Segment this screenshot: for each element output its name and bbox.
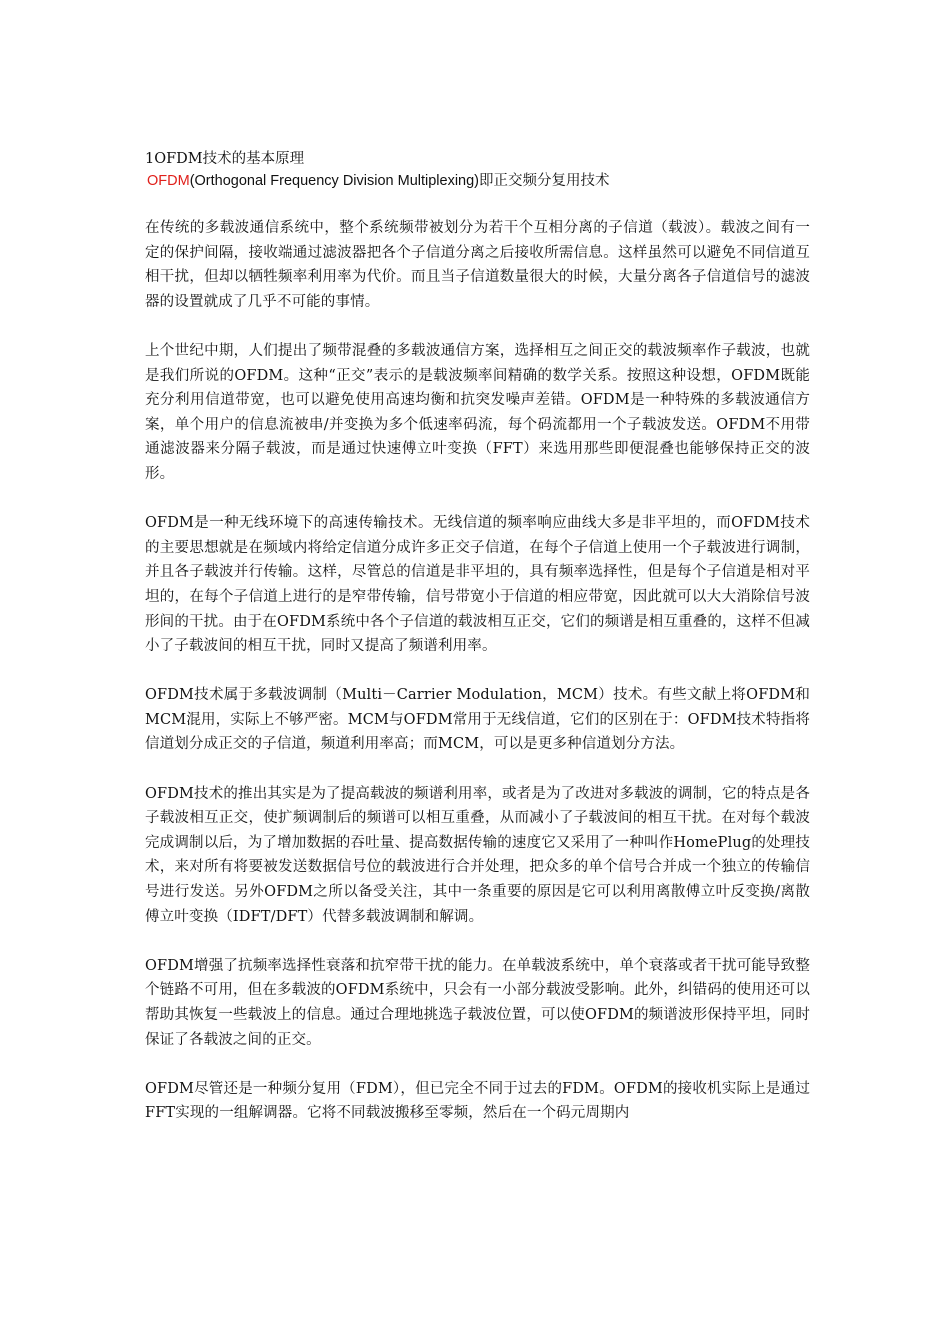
subtitle-rest: (Orthogonal Frequency Division Multiplexing)即正交频分复用技术: [189, 173, 610, 189]
paragraph: OFDM是一种无线环境下的高速传输技术。无线信道的频率响应曲线大多是非平坦的，而OFDM技术的主要思想就是在频域内将给定信道分成许多正交子信道，在每个子信道上使用一个子载波进行调制，并且各子载波并行传输。这样，尽管总的信道是非平坦的，具有频率选择性，但是每个子信道是相对平坦的，在每个子信道上进行的是窄带传输，信号带宽小于信道的相应带宽，因此就可以大大消除信号波形间的干扰。由于在OFDM系统中各个子信道的载波相互正交，它们的频谱是相互重叠的，这样不但减小了子载波间的相互干扰，同时又提高了频谱利用率。: [145, 515, 810, 655]
paragraph: 上个世纪中期，人们提出了频带混叠的多载波通信方案，选择相互之间正交的载波频率作子载波，也就是我们所说的OFDM。这种“正交”表示的是载波频率间精确的数学关系。按照这种设想，OFDM既能充分利用信道带宽，也可以避免使用高速均衡和抗突发噪声差错。OFDM是一种特殊的多载波通信方案，单个用户的信息流被串/并变换为多个低速率码流，每个码流都用一个子载波发送。OFDM不用带通滤波器来分隔子载波，而是通过快速傅立叶变换（FFT）来选用那些即便混叠也能够保持正交的波形。: [145, 342, 810, 482]
paragraph: 在传统的多载波通信系统中，整个系统频带被划分为若干个互相分离的子信道（载波）。载波之间有一定的保护间隔，接收端通过滤波器把各个子信道分离之后接收所需信息。这样虽然可以避免不同信道互相干扰，但却以牺牲频率利用率为代价。而且当子信道数量很大的时候，大量分离各子信道信号的滤波器的设置就成了几乎不可能的事情。: [145, 220, 810, 310]
paragraph: OFDM尽管还是一种频分复用（FDM），但已完全不同于过去的FDM。OFDM的接收机实际上是通过FFT实现的一组解调器。它将不同载波搬移至零频，然后在一个码元周期内: [145, 1080, 810, 1122]
paragraph: OFDM技术属于多载波调制（Multi－Carrier Modulation，MCM）技术。有些文献上将OFDM和MCM混用，实际上不够严密。MCM与OFDM常用于无线信道，它们的区别在于：OFDM技术特指将信道划分成正交的子信道，频道利用率高；而MCM，可以是更多种信道划分方法。: [145, 687, 810, 753]
paragraph: OFDM技术的推出其实是为了提高载波的频谱利用率，或者是为了改进对多载波的调制，它的特点是各子载波相互正交，使扩频调制后的频谱可以相互重叠，从而减小了子载波间的相互干扰。在对每个载波完成调制以后，为了增加数据的吞吐量、提高数据传输的速度它又采用了一种叫作HomePlug的处理技术，来对所有将要被发送数据信号位的载波进行合并处理，把众多的单个信号合并成一个独立的传输信号进行发送。另外OFDM之所以备受关注，其中一条重要的原因是它可以利用离散傅立叶反变换/离散傅立叶变换（IDFT/DFT）代替多载波调制和解调。: [145, 785, 810, 925]
document-page: [145, 148, 810, 1151]
subtitle-highlight: OFDM: [147, 173, 190, 189]
document-subtitle: [147, 170, 810, 192]
paragraph: OFDM增强了抗频率选择性衰落和抗窄带干扰的能力。在单载波系统中，单个衰落或者干扰可能导致整个链路不可用，但在多载波的OFDM系统中，只会有一小部分载波受影响。此外，纠错码的使用还可以帮助其恢复一些载波上的信息。通过合理地挑选子载波位置，可以使OFDM的频谱波形保持平坦，同时保证了各载波之间的正交。: [145, 957, 810, 1048]
document-title: 1OFDM技术的基本原理: [145, 151, 305, 167]
